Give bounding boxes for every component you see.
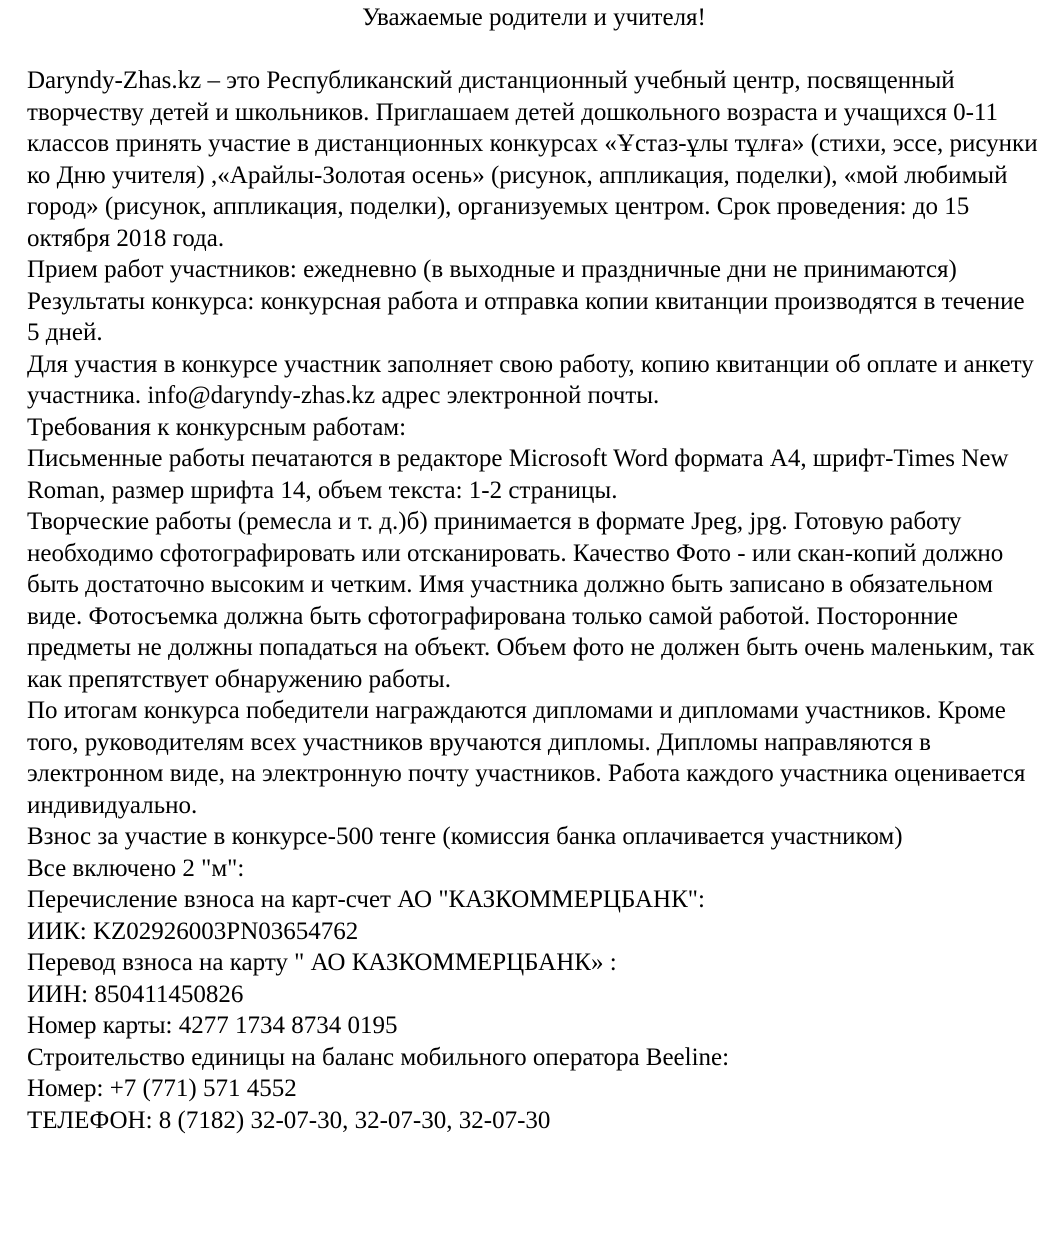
paragraph-fee: Взнос за участие в конкурсе-500 тенге (комиссия банка оплачивается участником) bbox=[27, 823, 903, 850]
paragraph-mobile-balance: Строительство единицы на баланс мобильного оператора Beeline: bbox=[27, 1043, 730, 1071]
paragraph-intro: Daryndy-Zhas.kz – это Республиканский дистанционный учебный центр, посвященный творчеству детей и школьников. Приглашаем детей дошкольного возраста и учащихся 0-11 классов принять участие в дистанционных конкурсах «Ұстаз-ұлы тұлға» (стихи, эссе, рисунки ко Дню учителя) ,«Арайлы-Золотая осень» (рисунок, аппликация, поделки), «мой любимый город» (рисунок, аппликация, поделки), организуемых центром. Срок проведения: до 15 октября 2018 года. bbox=[27, 67, 1038, 252]
paragraph-awards: По итогам конкурса победители награждаются дипломами и дипломами участников. Кроме того, руководителям всех участников вручаются дипломы. Дипломы направляются в электронном виде, на электронную почту участников. Работа каждого участника оценивается индивидуально. bbox=[27, 697, 1026, 819]
blank-line bbox=[27, 34, 1041, 66]
paragraph-creative-works: Творческие работы (ремесла и т. д.)б) принимается в формате Jpeg, jpg. Готовую работу необходимо сфотографировать или отсканировать. Качество Фото - или скан-копий должно быть достаточно высоким и четким. Имя участника должно быть записано в обязательном виде. Фотосъемка должна быть сфотографирована только самой работой. Посторонние предметы не должны попадаться на объект. Объем фото не должен быть очень маленьким, так как препятствует обнаружению работы. bbox=[27, 508, 1035, 693]
paragraph-iin: ИИН: 850411450826 bbox=[27, 980, 244, 1008]
paragraph-transfer-card: Перевод взноса на карту " АО КАЗКОММЕРЦБАНК» : bbox=[27, 949, 617, 976]
paragraph-iik: ИИК: KZ02926003PN03654762 bbox=[27, 917, 359, 945]
document-title: Уважаемые родители и учителя! bbox=[362, 4, 706, 31]
paragraph-participation: Для участия в конкурсе участник заполняет свою работу, копию квитанции об оплате и анкету участника. info@daryndy-zhas.kz адрес электронной почты. bbox=[27, 350, 1034, 409]
paragraph-card-number: Номер карты: 4277 1734 8734 0195 bbox=[27, 1012, 398, 1039]
paragraph-written-works: Письменные работы печатаются в редакторе Microsoft Word формата А4, шрифт-Times New Roman, размер шрифта 14, объем текста: 1-2 страницы. bbox=[27, 445, 1009, 504]
paragraph-mobile-number: Номер: +7 (771) 571 4552 bbox=[27, 1075, 297, 1102]
paragraph-requirements-heading: Требования к конкурсным работам: bbox=[27, 413, 407, 441]
paragraph-included: Все включено 2 "м": bbox=[27, 854, 245, 882]
paragraph-phone: ТЕЛЕФОН: 8 (7182) 32-07-30, 32-07-30, 32-07-30 bbox=[27, 1106, 551, 1134]
paragraph-transfer-account: Перечисление взноса на карт-счет АО "КАЗКОММЕРЦБАНК": bbox=[27, 886, 705, 913]
paragraph-acceptance: Прием работ участников: ежедневно (в выходные и праздничные дни не принимаются) bbox=[27, 256, 957, 283]
paragraph-results: Результаты конкурса: конкурсная работа и отправка копии квитанции производятся в течение 5 дней. bbox=[27, 287, 1025, 346]
